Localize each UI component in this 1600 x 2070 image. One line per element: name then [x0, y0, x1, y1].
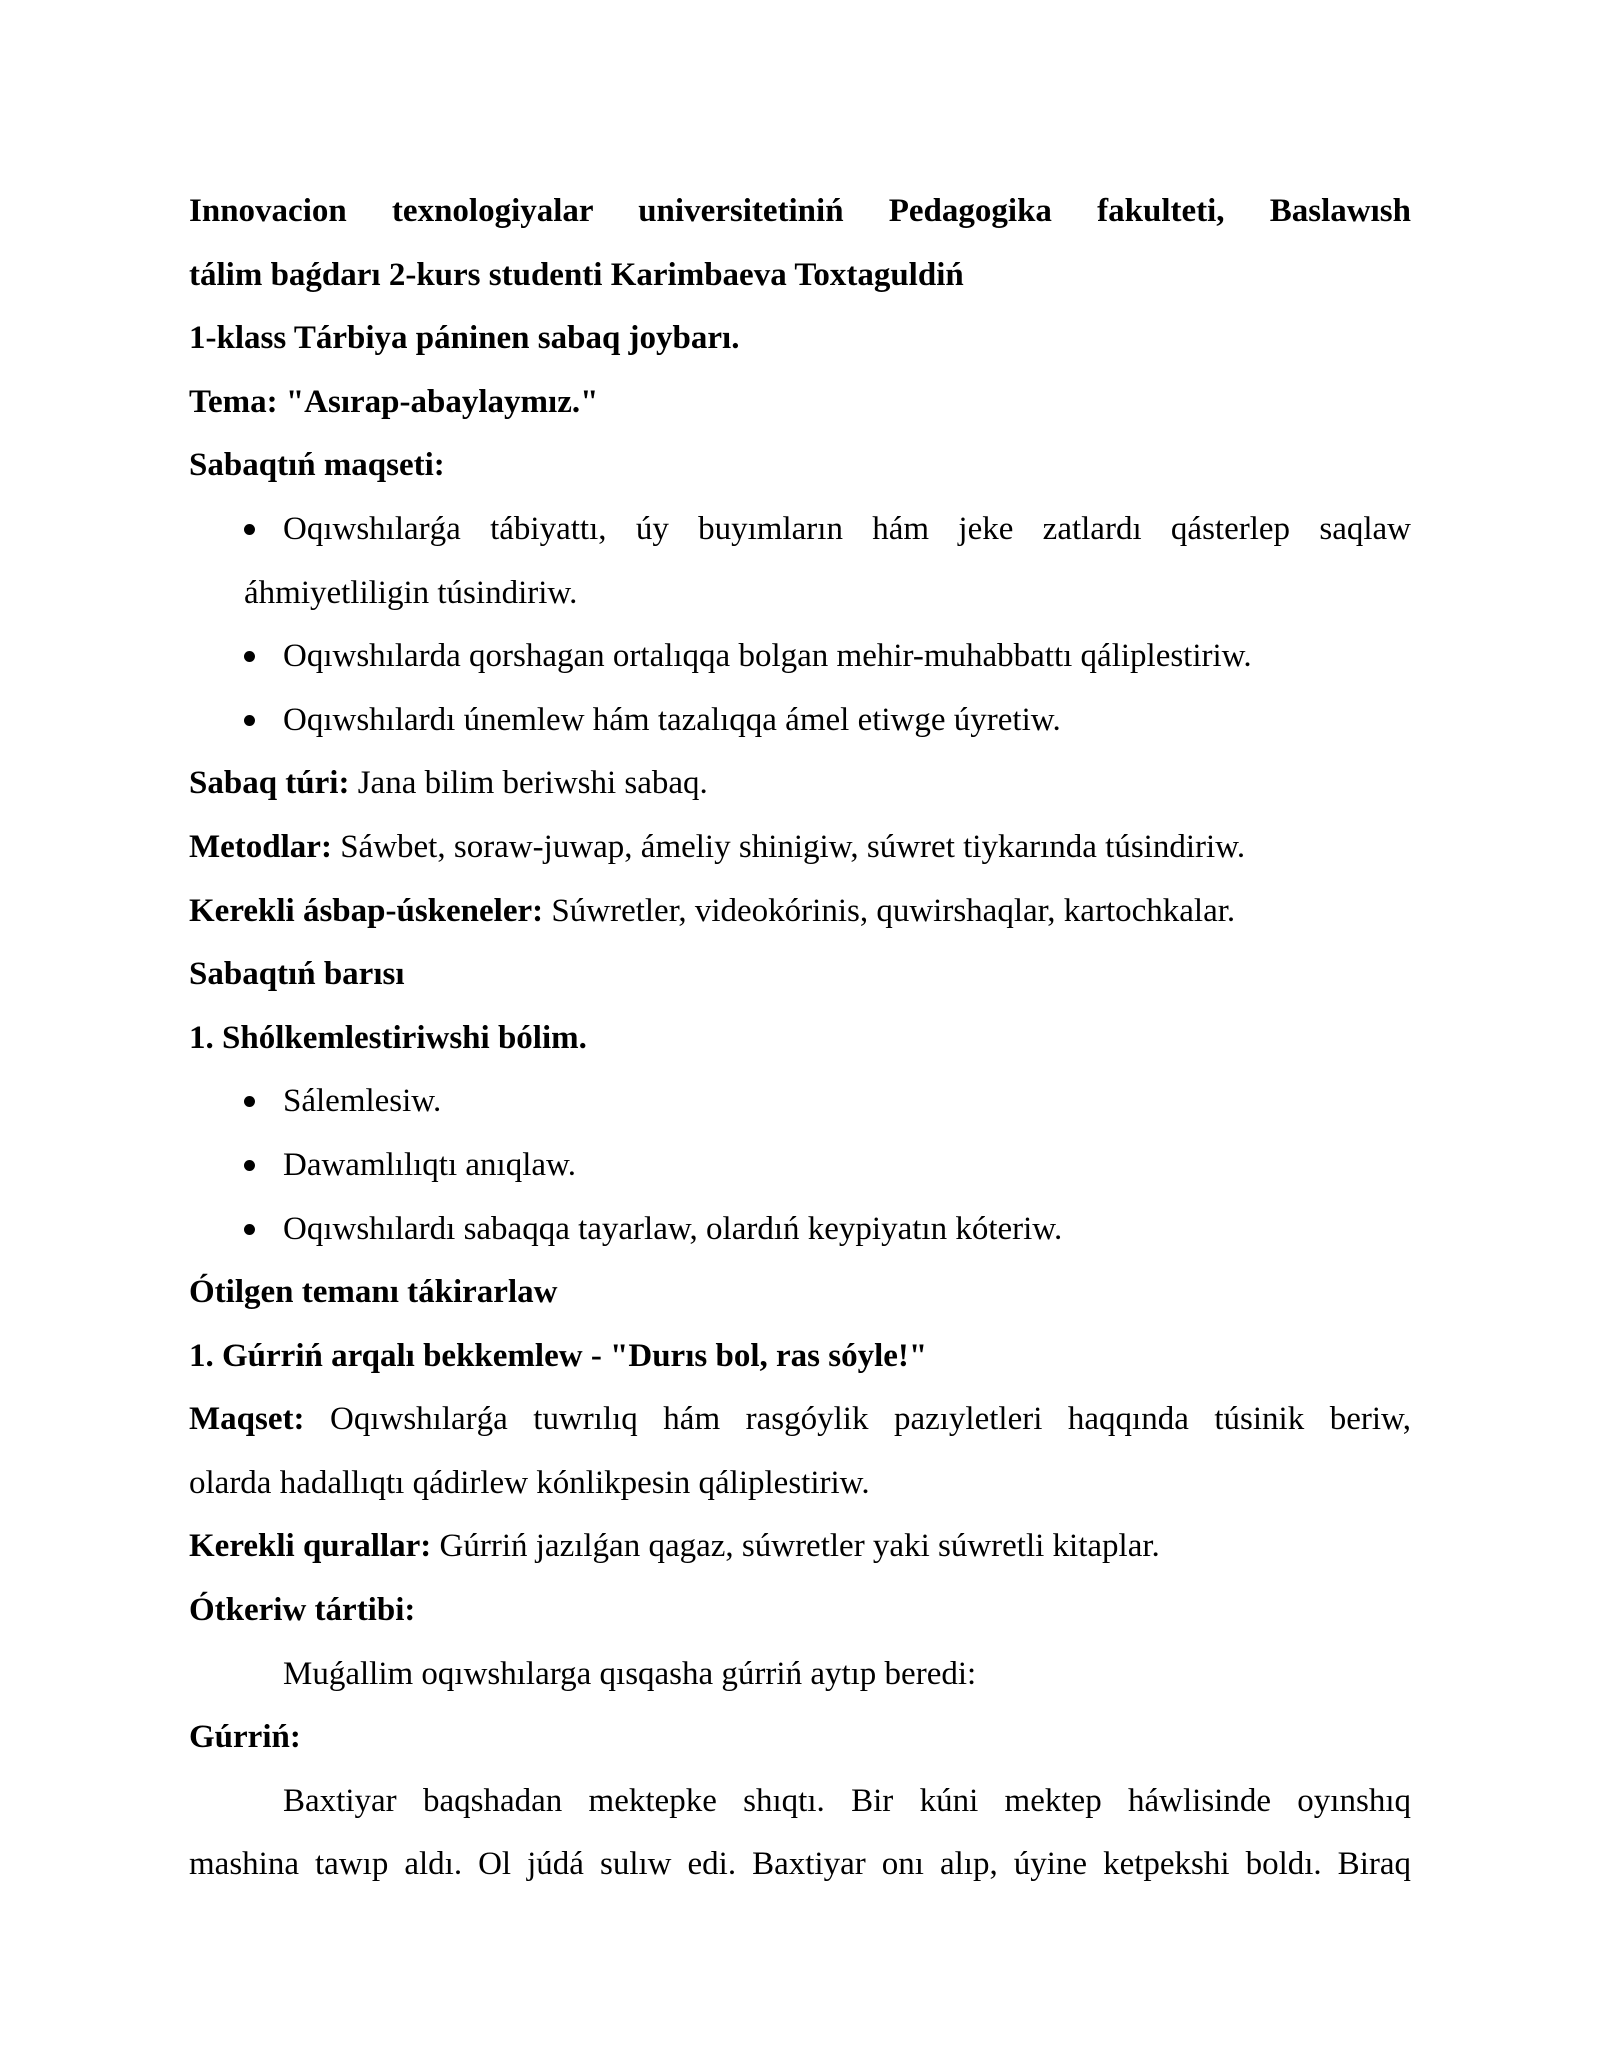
section1-item-3: Oqıwshılardı sabaqqa tayarlaw, olardıń keypiyatın kóteriw.: [189, 1198, 1411, 1262]
equipment-label: Kerekli ásbap-úskeneler:: [189, 892, 544, 929]
story-line-2: mashina tawıp aldı. Ol júdá sulıw edi. Baxtiyar onı alıp, úyine ketpekshi boldı. Biraq: [189, 1846, 1411, 1883]
aim-label: Maqset:: [189, 1401, 305, 1438]
topic-title: Tema: "Asırap-abaylaymız.": [189, 383, 599, 420]
bullet-icon: [244, 1224, 255, 1235]
goal-item-3: Oqıwshılardı únemlew hám tazalıqqa ámel etiwge úyretiw.: [189, 689, 1411, 753]
review-subheading: 1. Gúrriń arqalı bekkemlew - "Durıs bol, ras sóyle!": [189, 1337, 928, 1374]
methods-label: Metodlar:: [189, 828, 332, 865]
aim-line-2: olarda hadallıqtı qádirlew kónlikpesin qáliplestiriw.: [189, 1464, 870, 1501]
header-line-1: Innovacion texnologiyalar universitetiniń Pedagogika fakulteti, Baslawısh: [189, 193, 1411, 229]
header-line-2: tálim baǵdarı 2-kurs studenti Karimbaeva Toxtaguldiń: [189, 256, 964, 293]
review-heading: Ótilgen temanı tákirarlaw: [189, 1274, 558, 1311]
section1-item-1: Sálemlesiw.: [189, 1070, 1411, 1134]
goals-heading: Sabaqtıń maqseti:: [189, 447, 445, 484]
plan-title: 1-klass Tárbiya páninen sabaq joybarı.: [189, 320, 740, 357]
goal-item-1-continuation: áhmiyetliligin túsindiriw.: [244, 574, 578, 611]
goal-item-1: Oqıwshılarǵa tábiyattı, úy buyımların hám jeke zatlardı qásterlep saqlaw: [189, 498, 1411, 562]
tools-label: Kerekli qurallar:: [189, 1528, 432, 1565]
document-body: [189, 180, 1411, 1897]
equipment: [189, 880, 1411, 944]
aim-value: Oqıwshılarǵa tuwrılıq hám rasgóylik pazıyletleri haqqında túsinik beriw,: [304, 1401, 1411, 1438]
bullet-icon: [244, 1096, 255, 1107]
methods: [189, 816, 1411, 880]
goal-item-2: Oqıwshılarda qorshagan ortalıqqa bolgan mehir-muhabbattı qáliplestiriw.: [189, 625, 1411, 689]
section1-heading: 1. Shólkemlestiriwshi bólim.: [189, 1019, 587, 1056]
procedure-heading: Ótkeriw tártibi:: [189, 1592, 416, 1629]
equipment-value: Súwretler, videokórinis, quwirshaqlar, kartochkalar.: [543, 892, 1236, 929]
bullet-icon: [244, 715, 255, 726]
lesson-type-value: Jana bilim beriwshi sabaq.: [349, 765, 708, 802]
story-line-1: Baxtiyar baqshadan mektepke shıqtı. Bir kúni mektep háwlisinde oyınshıq: [283, 1782, 1411, 1819]
lesson-type: [189, 752, 1411, 816]
story-heading: Gúrriń:: [189, 1719, 301, 1756]
bullet-icon: [244, 524, 255, 535]
lesson-type-label: Sabaq túri:: [189, 765, 350, 802]
procedure-text: Muǵallim oqıwshılarga qısqasha gúrriń aytıp beredi:: [283, 1655, 977, 1692]
bullet-icon: [244, 651, 255, 662]
tools: [189, 1515, 1411, 1579]
section1-item-2: Dawamlılıqtı anıqlaw.: [189, 1134, 1411, 1198]
bullet-icon: [244, 1160, 255, 1171]
aim-line-1: [189, 1388, 1411, 1452]
methods-value: Sáwbet, soraw-juwap, ámeliy shinigiw, súwret tiykarında túsindiriw.: [331, 828, 1246, 865]
tools-value: Gúrriń jazılǵan qagaz, súwretler yaki súwretli kitaplar.: [431, 1528, 1160, 1565]
course-heading: Sabaqtıń barısı: [189, 956, 405, 993]
